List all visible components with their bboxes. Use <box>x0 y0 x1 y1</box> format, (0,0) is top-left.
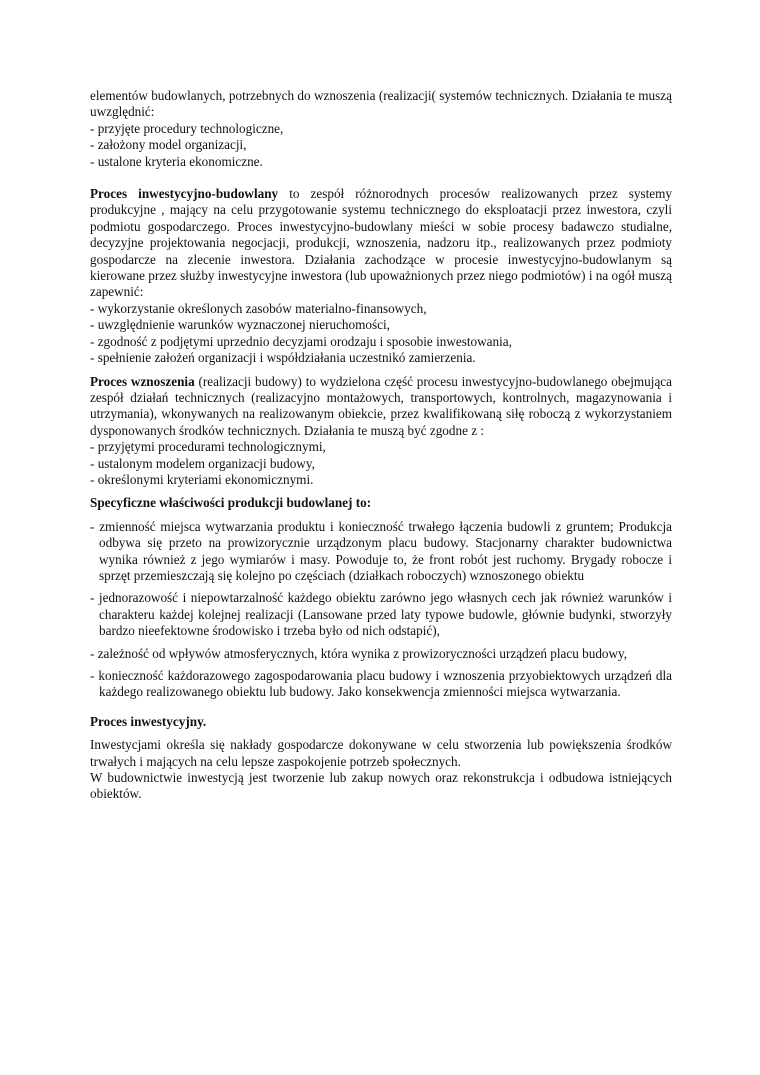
investment-paragraph: Inwestycjami określa się nakłady gospodarcze dokonywane w celu stworzenia lub powiększenia środków trwałych i mających na celu lepsze zaspokojenie potrzeb społecznych. <box>90 737 672 769</box>
properties-heading: Specyficzne właściwości produkcji budowlanej to: <box>90 495 372 511</box>
investment-paragraph: W budownictwie inwestycją jest tworzenie lub zakup nowych oraz rekonstrukcja i odbudowa istniejących obiektów. <box>90 770 672 802</box>
list-item: - spełnienie założeń organizacji i współdziałania uczestnikó zamierzenia. <box>90 350 476 366</box>
document-page <box>90 88 672 803</box>
list-item: - ustalone kryteria ekonomiczne. <box>90 153 263 169</box>
intro-paragraph: elementów budowlanych, potrzebnych do wznoszenia (realizacji( systemów technicznych. Działania te muszą uwzględnić: <box>90 88 672 120</box>
property-item: - zmienność miejsca wytwarzania produktu i konieczność trwałego łączenia budowli z gruntem; Produkcja odbywa się przeto na prowizorycznie urządzonym placu budowy. Stacjonarny charakter budownictwa wynika również z jego wymiarów i masy. Powoduje to, że front robót jest ruchomy. Brygady robocze i sprzęt przemieszczają się kolejno po częściach (działkach roboczych) wznoszonego obiektu <box>90 518 672 583</box>
investment-heading: Proces inwestycyjny. <box>90 713 207 729</box>
list-item: - uwzględnienie warunków wyznaczonej nieruchomości, <box>90 317 390 333</box>
list-item: - przyjęte procedury technologiczne, <box>90 120 284 136</box>
construction-definition: (realizacji budowy) to wydzielona część procesu inwestycyjno-budowlanego obejmująca zespół działań technicznych (realizacyjno montażowych, transportowych, kontrolnych, magazynowania i utrzymania), wkonywanych na realizowanym obiekcie, przez kwalifikowaną siłę roboczą z wykorzystaniem dysponowanych środków technicznych. Działania te muszą być zgodne z : <box>90 373 673 438</box>
property-item: - jednorazowość i niepowtarzalność każdego obiektu zarówno jego własnych cech jak również warunków i charakteru każdej kolejnej realizacji (Lansowane przed laty typowe budowle, głównie budynki, stworzyły bardzo nieefektowne środowisko i trzeba było od nich odstapić), <box>90 590 672 639</box>
term-investment-construction: Proces inwestycyjno-budowlany <box>90 186 279 202</box>
list-item: - ustalonym modelem organizacji budowy, <box>90 455 315 471</box>
list-item: - wykorzystanie określonych zasobów materialno-finansowych, <box>90 300 427 316</box>
list-item: - przyjętymi procedurami technologicznymi, <box>90 439 326 455</box>
construction-paragraph <box>90 374 672 440</box>
term-construction: Proces wznoszenia <box>90 373 195 389</box>
list-item: - określonymi kryteriami ekonomicznymi. <box>90 471 314 487</box>
investment-construction-definition: to zespół różnorodnych procesów realizowanych przez systemy produkcyjne , mający na celu przygotowanie systemu technicznego do eksploatacji przez inwestora, czyli podmiotu gospodarczego. Proces inwestycyjno-budowlany mieści w sobie procesy badawczo studialne, decyzyjne projektowania negocjacji, produkcji, wznoszenia, nadzoru itp., realizowanych przez podmioty gospodarcze na zlecenie inwestora. Działania zachodzące w procesie inwestycyjno-budowlanym są kierowane przez służby inwestycyjne inwestora (lub upoważnionych przez niego podmiotów) i na ogół muszą zapewnić: <box>90 186 672 300</box>
list-item: - założony model organizacji, <box>90 137 247 153</box>
list-item: - zgodność z podjętymi uprzednio decyzjami orodzaju i sposobie inwestowania, <box>90 333 512 349</box>
property-item: - zależność od wpływów atmosferycznych, która wynika z prowizoryczności urządzeń placu budowy, <box>90 645 628 661</box>
investment-construction-paragraph <box>90 186 672 301</box>
property-item: - konieczność każdorazowego zagospodarowania placu budowy i wznoszenia przyobiektowych urządzeń dla każdego realizowanego obiektu lub budowy. Jako konsekwencja zmienności miejsca wytwarzania. <box>90 668 672 700</box>
